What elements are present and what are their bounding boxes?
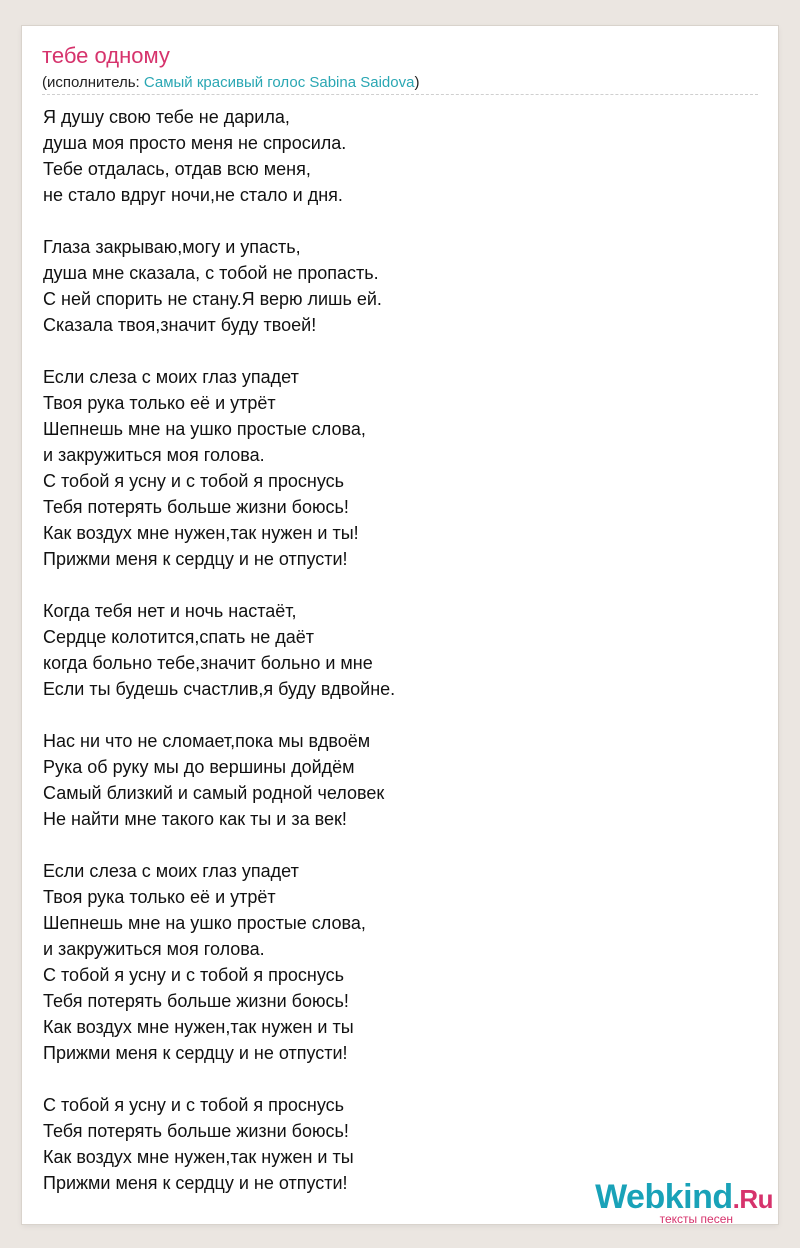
- lyric-line: Если слеза с моих глаз упадет: [43, 861, 299, 881]
- logo-tagline: тексты песен: [659, 1212, 733, 1226]
- stanza-gap: [43, 702, 743, 728]
- lyric-line: душа моя просто меня не спросила.: [43, 133, 347, 153]
- lyric-line: душа мне сказала, с тобой не пропасть.: [43, 263, 379, 283]
- lyric-line: когда больно тебе,значит больно и мне: [43, 653, 373, 673]
- lyric-line: Сказала твоя,значит буду твоей!: [43, 315, 317, 335]
- lyric-line: Твоя рука только её и утрёт: [43, 393, 276, 413]
- stanza-gap: [43, 832, 743, 858]
- stanza-gap: [43, 208, 743, 234]
- artist-line: [42, 73, 419, 93]
- lyric-line: Не найти мне такого как ты и за век!: [43, 809, 347, 829]
- lyric-line: Тебе отдалась, отдав всю меня,: [43, 159, 311, 179]
- lyric-line: Прижми меня к сердцу и не отпусти!: [43, 1043, 348, 1063]
- lyric-line: Глаза закрываю,могу и упасть,: [43, 237, 301, 257]
- song-title: тебе одному: [42, 43, 170, 68]
- lyric-line: и закружиться моя голова.: [43, 445, 265, 465]
- stanza-gap: [43, 338, 743, 364]
- lyric-line: Прижми меня к сердцу и не отпусти!: [43, 1173, 348, 1193]
- lyric-line: не стало вдруг ночи,не стало и дня.: [43, 185, 343, 205]
- header-divider: [42, 94, 758, 95]
- lyrics-card: [22, 26, 778, 1224]
- site-logo[interactable]: [595, 1180, 773, 1225]
- lyric-line: Как воздух мне нужен,так нужен и ты: [43, 1147, 354, 1167]
- lyric-line: С тобой я усну и с тобой я проснусь: [43, 471, 345, 491]
- lyric-line: и закружиться моя голова.: [43, 939, 265, 959]
- lyric-line: Я душу свою тебе не дарила,: [43, 107, 290, 127]
- lyric-line: Тебя потерять больше жизни боюсь!: [43, 497, 349, 517]
- artist-suffix: ): [414, 74, 420, 91]
- lyric-line: Если ты будешь счастлив,я буду вдвойне.: [43, 679, 396, 699]
- logo-tld-text: .Ru: [732, 1184, 773, 1214]
- lyric-line: Тебя потерять больше жизни боюсь!: [43, 991, 349, 1011]
- artist-link[interactable]: Самый красивый голос Sabina Saidova: [143, 74, 415, 91]
- lyric-line: Рука об руку мы до вершины дойдём: [43, 757, 355, 777]
- lyric-line: Как воздух мне нужен,так нужен и ты: [43, 1017, 354, 1037]
- lyric-line: Прижми меня к сердцу и не отпусти!: [43, 549, 348, 569]
- lyric-line: Шепнешь мне на ушко простые слова,: [43, 419, 366, 439]
- lyric-line: С ней спорить не стану.Я верю лишь ей.: [43, 289, 382, 309]
- lyric-line: Нас ни что не сломает,пока мы вдвоём: [43, 731, 371, 751]
- lyric-line: Твоя рука только её и утрёт: [43, 887, 276, 907]
- lyric-line: Тебя потерять больше жизни боюсь!: [43, 1121, 349, 1141]
- lyric-line: Самый близкий и самый родной человек: [43, 783, 385, 803]
- lyric-line: С тобой я усну и с тобой я проснусь: [43, 965, 345, 985]
- lyric-line: Как воздух мне нужен,так нужен и ты!: [43, 523, 359, 543]
- stanza-gap: [43, 572, 743, 598]
- lyric-line: Если слеза с моих глаз упадет: [43, 367, 299, 387]
- lyric-line: Шепнешь мне на ушко простые слова,: [43, 913, 366, 933]
- artist-prefix: (исполнитель:: [42, 74, 144, 91]
- logo-main-text: Webkind: [595, 1178, 733, 1216]
- logo-wordmark: [595, 1180, 773, 1216]
- lyric-line: С тобой я усну и с тобой я проснусь: [43, 1095, 345, 1115]
- lyric-line: Сердце колотится,спать не даёт: [43, 627, 315, 647]
- stanza-gap: [43, 1066, 743, 1092]
- lyrics-text: [43, 104, 743, 1196]
- lyric-line: Когда тебя нет и ночь настаёт,: [43, 601, 297, 621]
